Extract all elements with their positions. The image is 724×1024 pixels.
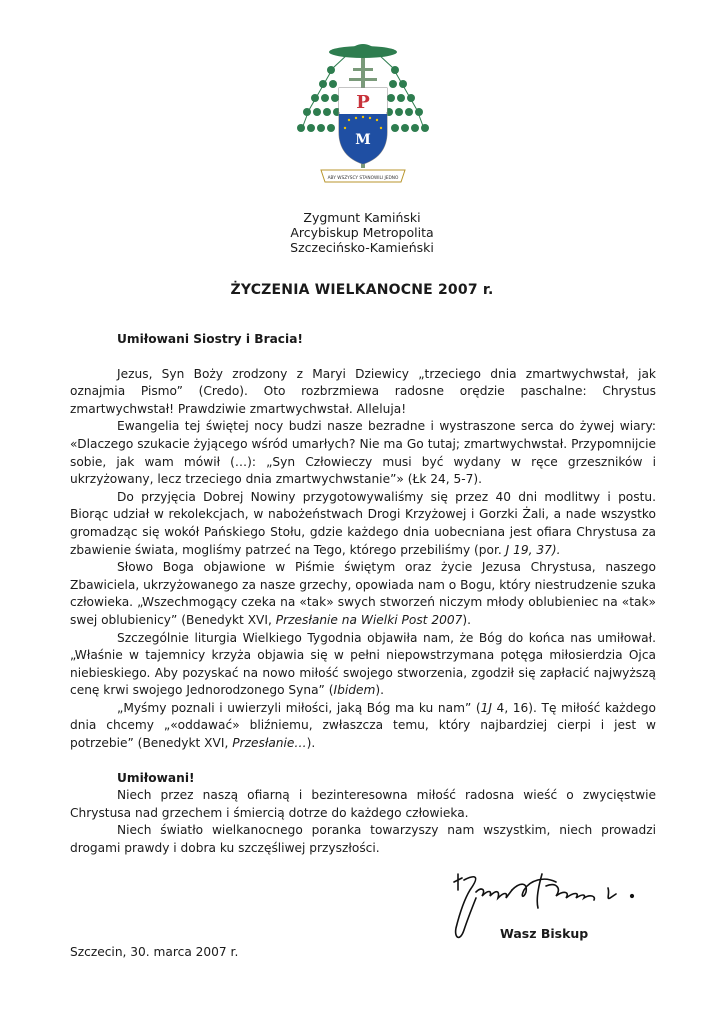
paragraph-6-mid: 4, 16). Tę miłość każdego dnia chcemy „«oddawać» bliźniemu, zwłaszcza temu, który najbardziej cierpi i jest w potrzebie” (Benedykt XVI, [70,700,656,751]
paragraph-3-ref: J 19, 37). [505,542,561,557]
greeting: Umiłowani Siostry i Bracia! [117,332,303,346]
svg-text:P: P [356,92,370,113]
paragraph-5-source: Ibidem [333,683,376,698]
signature-label: Wasz Biskup [500,926,589,941]
galero-hat-icon [329,44,397,58]
paragraph-3 [70,489,656,559]
paragraph-6 [70,700,656,753]
paragraph-6-source: Przesłanie… [232,736,307,751]
issuer-name: Zygmunt Kamiński [303,210,421,225]
paragraph-5-text: Szczególnie liturgia Wielkiego Tygodnia objawiła nam, że Bóg do końca nas umiłował. „Właśnie w tajemnicy krzyża objawia się w pełni niepowstrzymana potęga miłosierdzia Ojca niebieskiego. Aby pozyskać na nowo miłość swojego stworzenia, zgodził się zapłacić najwyższą cenę krwi swojego Jednorodzonego Syna” ( [70,630,656,698]
motto-banner [321,170,405,182]
issuer-see: Szczecińsko-Kamieński [290,240,434,255]
paragraph-2-text: Ewangelia tej świętej nocy budzi nasze bezradne i wystraszone serca do żywej wiary: «Dlaczego szukacie żyjącego wśród umarłych? Nie ma Go tutaj; zmartwychwstał. Przypomnijcie sobie, jak wam mówił (…): „Syn Człowieczy musi być wydany w ręce grzeszników i ukrzyżowany, lecz trzeciego dnia zmartwychwstanie”» [70,419,656,487]
coat-of-arms [293,40,433,190]
svg-text:M: M [355,132,371,148]
motto-text: ABY WSZYSCY STANOWILI JEDNO [327,176,399,181]
closing-greeting: Umiłowani! [117,770,195,785]
paragraph-1: Jezus, Syn Boży zrodzony z Maryi Dziewicy „trzeciego dnia zmartwychwstał, jak oznajmia Pismo” (Credo). Oto rozbrzmiewa radosne orędzie paschalne: Chrystus zmartwychwstał! Prawdziwie zmartwychwstał. Alleluja! [70,366,656,416]
paragraph-6-end: ). [306,736,316,751]
letter-title: ŻYCZENIA WIELKANOCNE 2007 r. [230,282,494,298]
issuer-role: Arcybiskup Metropolita [290,225,434,240]
paragraph-6-text: „Myśmy poznali i uwierzyli miłości, jaką Bóg ma ku nam” ( [117,700,481,715]
letter-body [70,331,656,858]
closing-paragraph-1: Niech przez naszą ofiarną i bezinteresowna miłość radosna wieść o zwycięstwie Chrystusa nad grzechem i śmiercią dotrze do każdego człowieka. [70,788,656,820]
paragraph-2 [70,418,656,488]
closing-paragraph-2: Niech światło wielkanocnego poranka towarzyszy nam wszystkim, niech prowadzi drogami prawdy i dobra ku szczęśliwej przyszłości. [70,823,656,856]
paragraph-6-ref: 1J [480,700,492,715]
paragraph-5-end: ). [375,683,384,698]
paragraph-4-source: Przesłanie na Wielki Post 2007 [275,612,463,627]
paragraph-4 [70,559,656,629]
paragraph-4-text: Słowo Boga objawione w Piśmie świętym oraz życie Jezusa Chrystusa, naszego Zbawiciela, ukrzyżowanego za nasze grzechy, opowiada nam o Bogu, który niestrudzenie szuka człowieka. „Wszechmogący czeka na «tak» swych stworzeń niczym młody oblubieniec na «tak» swej oblubienicy” (Benedykt XVI, [70,560,656,627]
shield-icon [339,88,387,164]
paragraph-5 [70,630,656,700]
place-and-date: Szczecin, 30. marca 2007 r. [70,945,239,959]
paragraph-4-end: ). [462,612,471,627]
paragraph-3-text: Do przyjęcia Dobrej Nowiny przygotowywaliśmy się przez 40 dni modlitwy i postu. Biorąc udział w rekolekcjach, w nabożeństwach Drogi Krzyżowej i Gorzki Żali, a nade wszystko gromadząc się wokół Pańskiego Stołu, gdzie każdego dnia uobecniana jest ofiara Chrystusa za zbawienie świata, mogliśmy patrzeć na Tego, którego przebiliśmy (por. [70,489,656,557]
paragraph-2-ref: (Łk 24, 5-7). [407,472,483,487]
